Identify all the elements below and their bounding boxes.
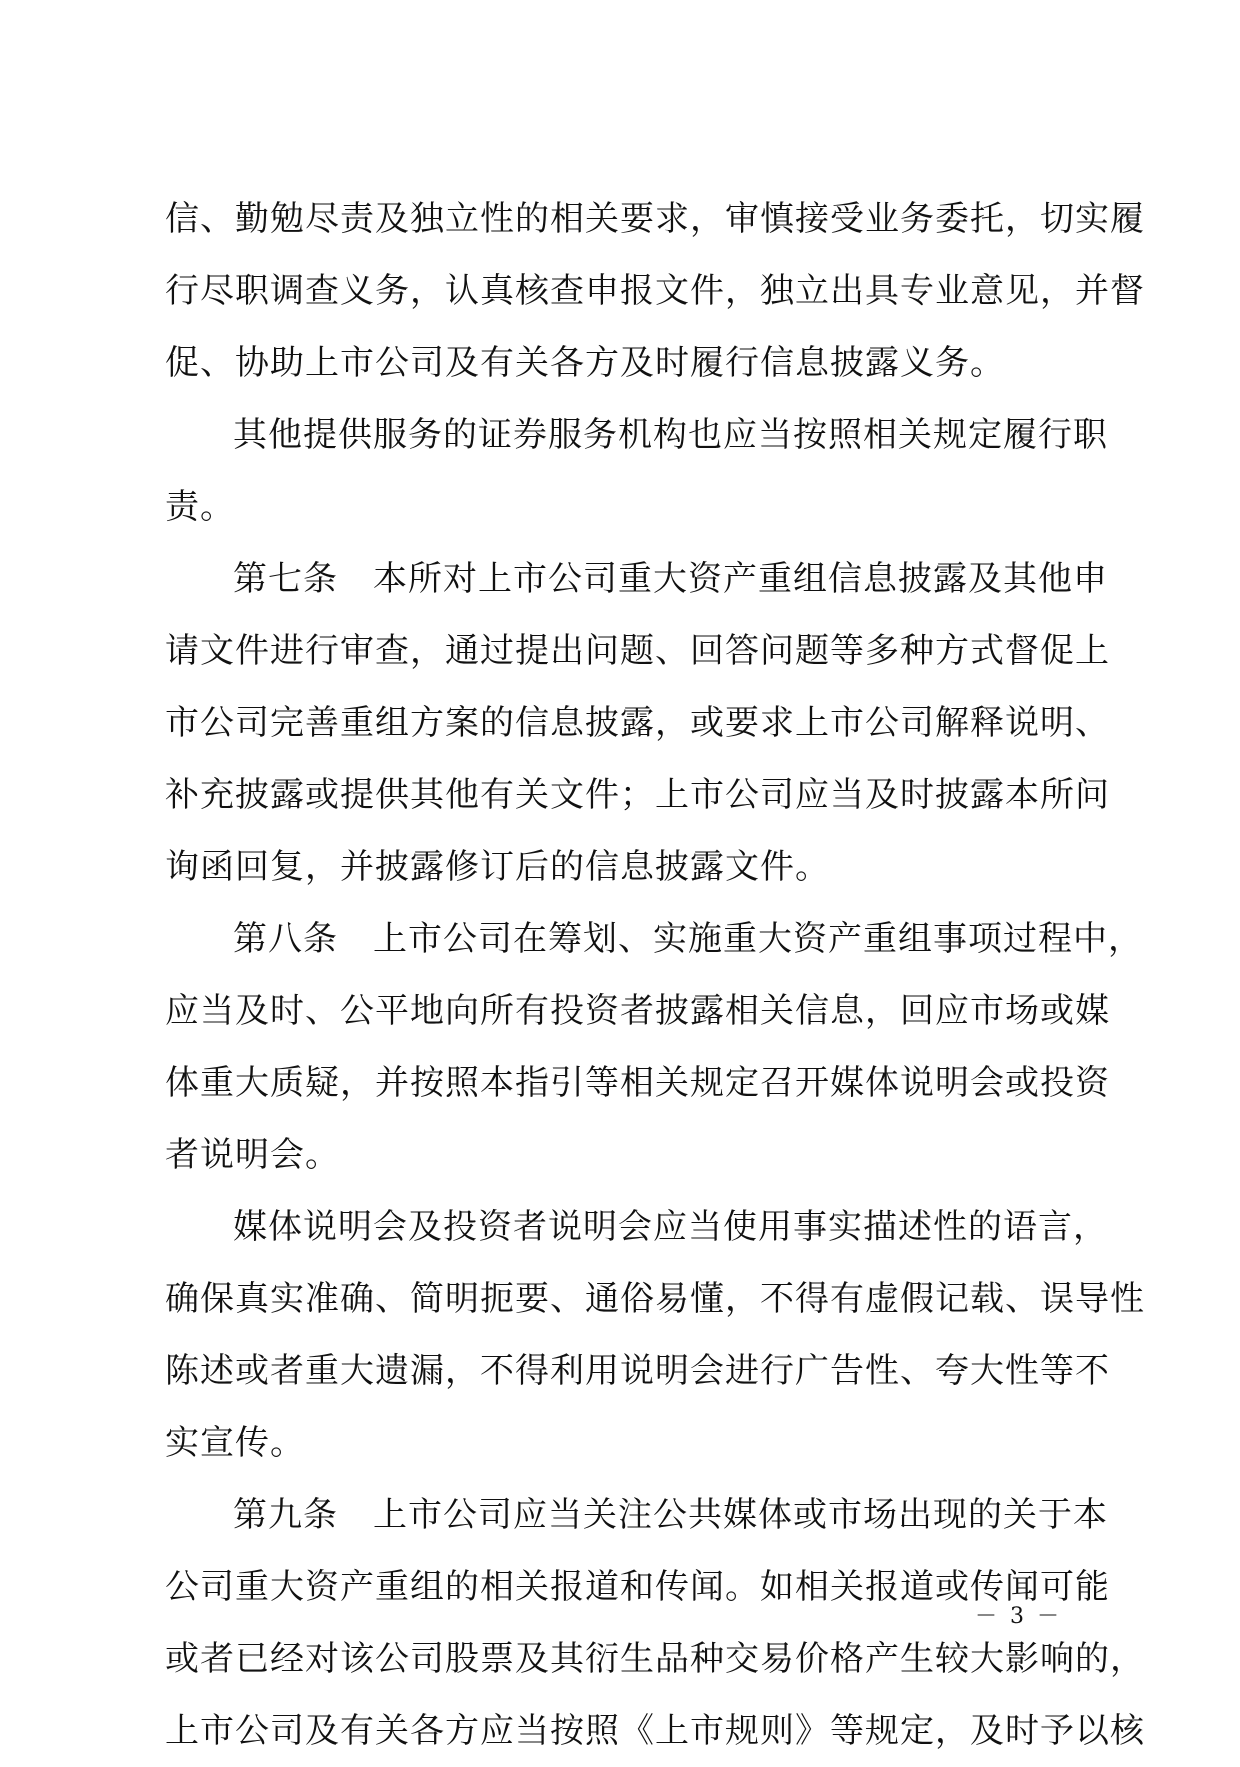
text-line: 上市公司及有关各方应当按照《上市规则》等规定，及时予以核 [165, 1711, 1145, 1751]
text-line: 公司重大资产重组的相关报道和传闻。如相关报道或传闻可能 [165, 1567, 1110, 1607]
text-line: 询函回复，并披露修订后的信息披露文件。 [165, 847, 830, 887]
text-line: 或者已经对该公司股票及其衍生品种交易价格产生较大影响的， [165, 1639, 1145, 1679]
text-line: 体重大质疑，并按照本指引等相关规定召开媒体说明会或投资 [165, 1063, 1110, 1103]
text-line: 应当及时、公平地向所有投资者披露相关信息，回应市场或媒 [165, 991, 1110, 1031]
text-line: 行尽职调查义务，认真核查申报文件，独立出具专业意见，并督 [165, 271, 1145, 311]
body-text [165, 183, 1145, 1767]
text-line: 其他提供服务的证券服务机构也应当按照相关规定履行职 [233, 415, 1108, 455]
article-7-line: 第七条 本所对上市公司重大资产重组信息披露及其他申 [233, 559, 1108, 599]
text-line: 确保真实准确、简明扼要、通俗易懂，不得有虚假记载、误导性 [165, 1279, 1145, 1319]
text-line: 陈述或者重大遗漏，不得利用说明会进行广告性、夸大性等不 [165, 1351, 1110, 1391]
page-number: － 3 － [975, 1604, 1062, 1629]
article-8-line: 第八条 上市公司在筹划、实施重大资产重组事项过程中， [233, 919, 1143, 959]
text-line: 市公司完善重组方案的信息披露，或要求上市公司解释说明、 [165, 703, 1110, 743]
text-line: 促、协助上市公司及有关各方及时履行信息披露义务。 [165, 343, 1005, 383]
text-line: 责。 [165, 487, 235, 527]
text-line: 请文件进行审查，通过提出问题、回答问题等多种方式督促上 [165, 631, 1110, 671]
article-9-line: 第九条 上市公司应当关注公共媒体或市场出现的关于本 [233, 1495, 1108, 1535]
text-line: 者说明会。 [165, 1135, 340, 1175]
text-line: 补充披露或提供其他有关文件；上市公司应当及时披露本所问 [165, 775, 1110, 815]
text-line: 实宣传。 [165, 1423, 305, 1463]
text-line: 媒体说明会及投资者说明会应当使用事实描述性的语言， [233, 1207, 1108, 1247]
text-line: 信、勤勉尽责及独立性的相关要求，审慎接受业务委托，切实履 [165, 199, 1145, 239]
